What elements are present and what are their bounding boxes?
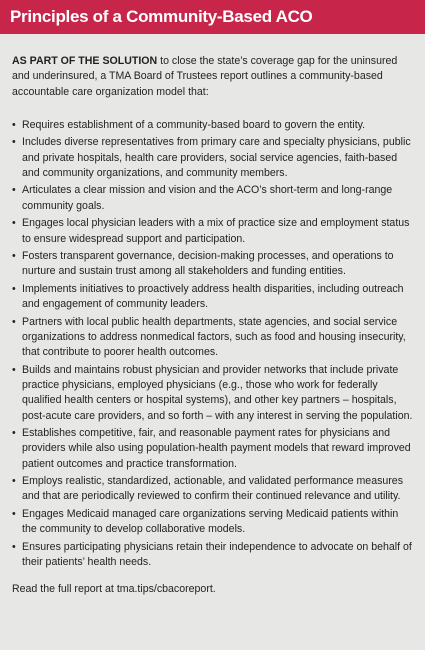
list-item: • Engages Medicaid managed care organizations serving Medicaid patients within the community to develop collaborative models. bbox=[12, 507, 413, 538]
list-item: • Fosters transparent governance, decision-making processes, and operations to nurture and sustain trust among all stakeholders and funding entities. bbox=[12, 249, 413, 280]
list-item: • Articulates a clear mission and vision and the ACO’s short-term and long-range community goals. bbox=[12, 183, 413, 214]
principles-list bbox=[12, 118, 413, 570]
sidebar-title: Principles of a Community-Based ACO bbox=[10, 7, 313, 26]
list-item: • Includes diverse representatives from primary care and specialty physicians, public and private hospitals, health care providers, social service agencies, faith-based and community organizations, and community members. bbox=[12, 135, 413, 181]
intro-text: to close the state’s coverage gap for the uninsured and underinsured, a TMA Board of Trustees report outlines a community-based accountable care organization model that: bbox=[12, 55, 398, 98]
intro-lead: AS PART OF THE SOLUTION bbox=[12, 55, 158, 67]
sidebar-content bbox=[0, 34, 425, 598]
list-item: • Ensures participating physicians retain their independence to advocate on behalf of their patients’ health needs. bbox=[12, 540, 413, 571]
list-item: • Establishes competitive, fair, and reasonable payment rates for physicians and providers while also using population-health payment models that reward improved patient outcomes and practice transformation. bbox=[12, 426, 413, 472]
intro-paragraph bbox=[12, 54, 413, 100]
list-item: • Requires establishment of a community-based board to govern the entity. bbox=[12, 118, 413, 133]
sidebar-header bbox=[0, 0, 425, 34]
list-item: • Builds and maintains robust physician and provider networks that include private practice physicians, employed physicians (e.g., those who work for federally qualified health centers or hospital systems), and other key partners – hospitals, post-acute care providers, and so forth – with any interest in serving the population. bbox=[12, 363, 413, 424]
list-item: • Employs realistic, standardized, actionable, and validated performance measures and that are periodically reviewed to confirm their continued relevance and utility. bbox=[12, 474, 413, 505]
list-item: • Partners with local public health departments, state agencies, and social service organizations to address nonmedical factors, such as food and housing insecurity, that contribute to poorer health outcomes. bbox=[12, 315, 413, 361]
list-item: • Engages local physician leaders with a mix of practice size and employment status to ensure widespread support and participation. bbox=[12, 216, 413, 247]
report-link-text: Read the full report at tma.tips/cbacoreport. bbox=[12, 583, 216, 596]
list-item: • Implements initiatives to proactively address health disparities, including outreach and engagement of community leaders. bbox=[12, 282, 413, 313]
